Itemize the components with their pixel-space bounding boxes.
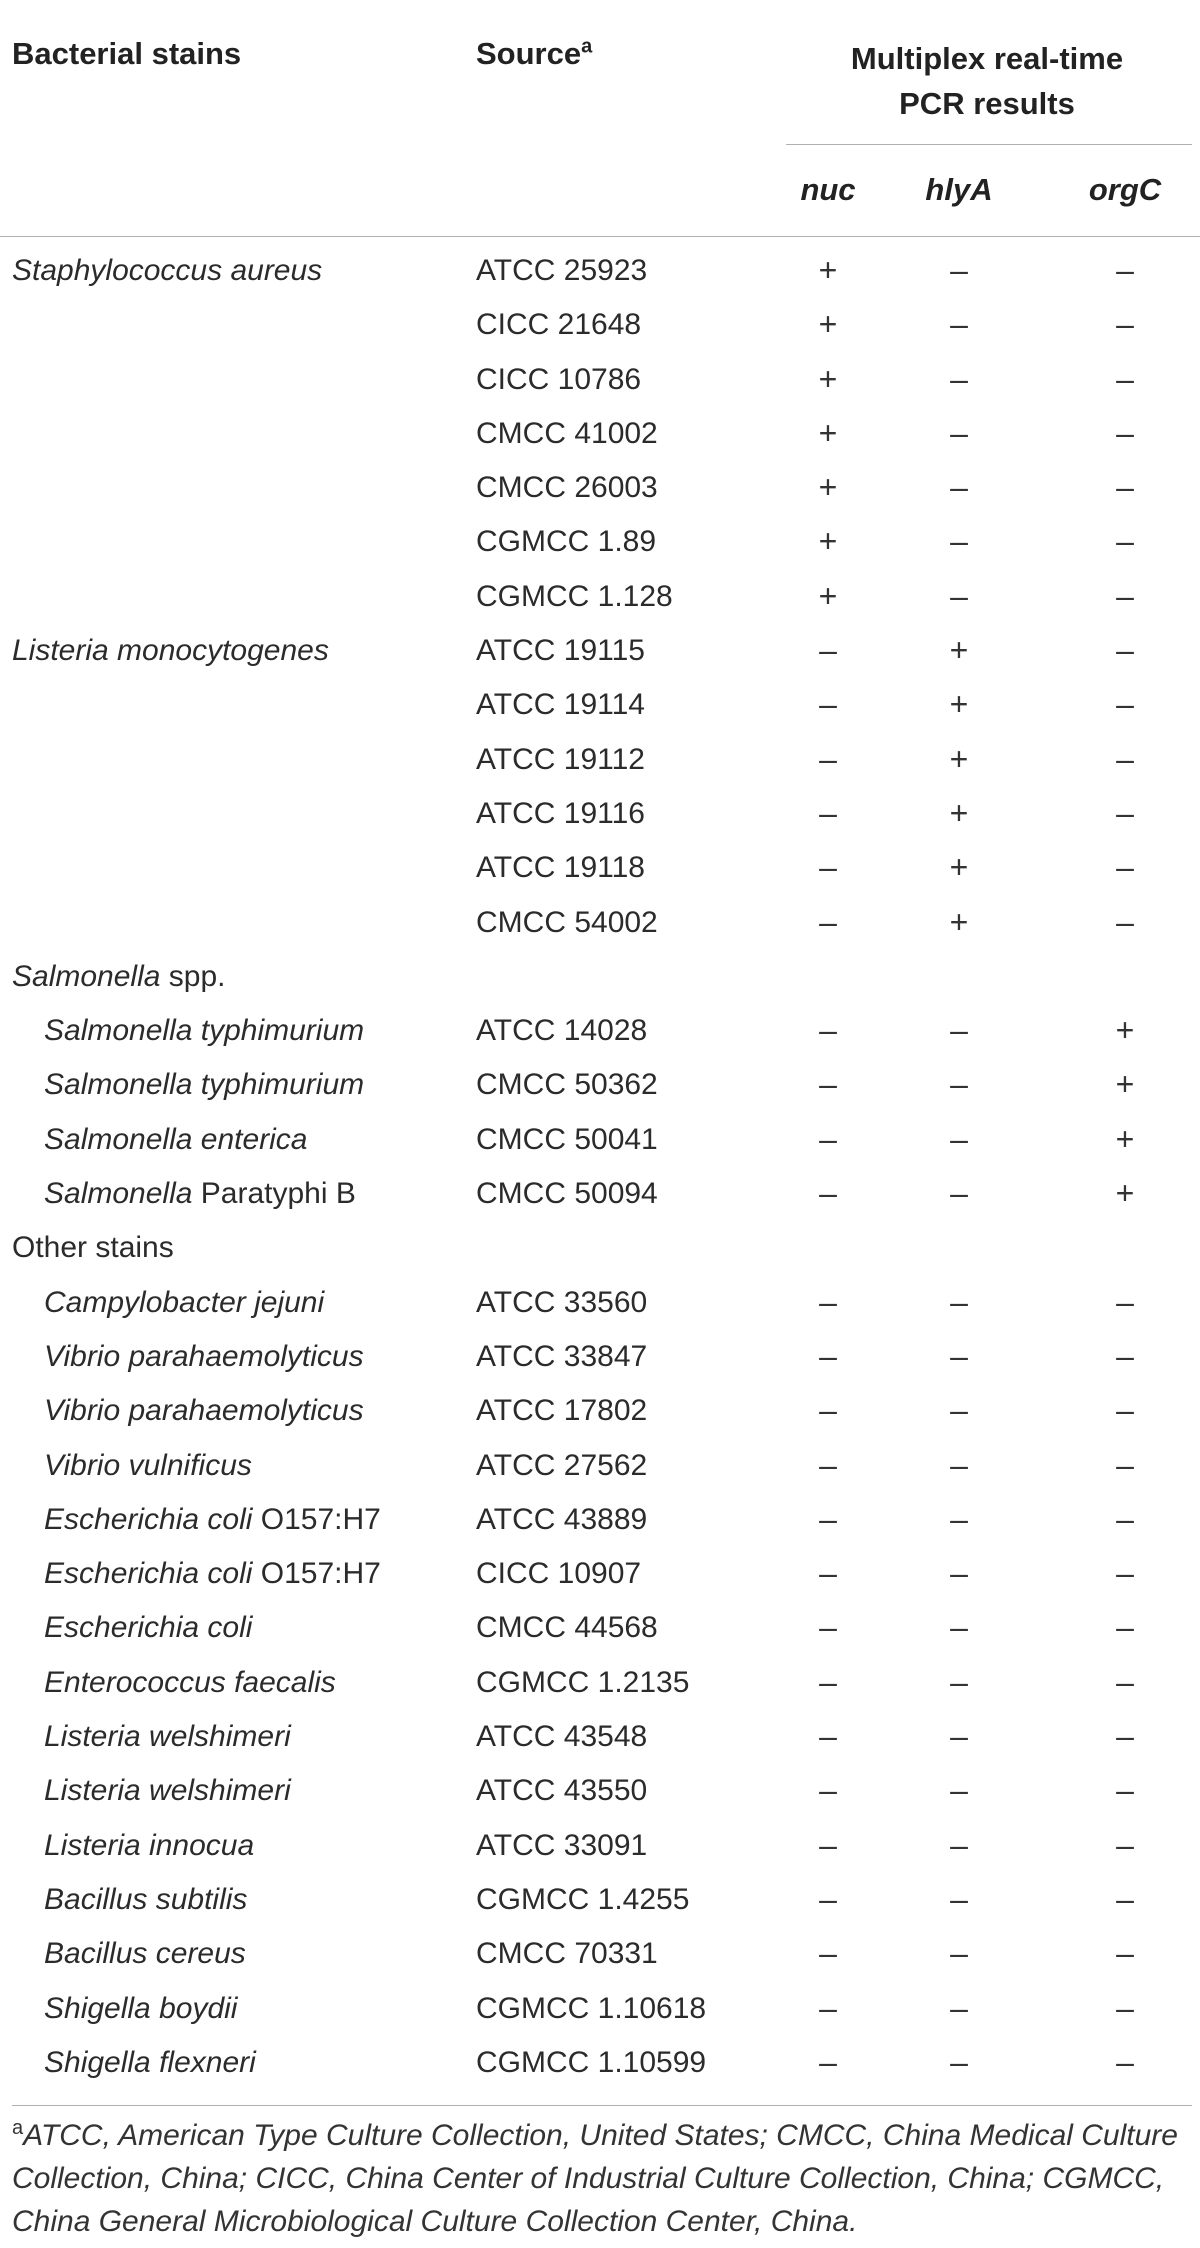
result-orgc: – [1116, 632, 1134, 669]
source-id: ATCC 43548 [476, 1720, 648, 1754]
source-id: CMCC 41002 [476, 416, 658, 450]
source-id: ATCC 19112 [476, 742, 645, 776]
result-nuc: – [819, 2043, 837, 2080]
result-nuc: – [819, 1609, 837, 1646]
table-row [0, 1276, 1200, 1330]
table-row [0, 407, 1200, 461]
strain-name [44, 1394, 364, 1428]
table-body [0, 244, 1200, 2090]
result-hlya: – [950, 1120, 968, 1157]
strain-name-plain: Other stains [12, 1231, 174, 1265]
strain-name [44, 1340, 364, 1374]
source-id: CMCC 50362 [476, 1068, 658, 1102]
result-orgc: – [1116, 306, 1134, 343]
source-id: CICC 21648 [476, 308, 642, 342]
result-hlya: – [950, 523, 968, 560]
strain-name-italic: Shigella flexneri [44, 2045, 256, 2079]
result-nuc: – [819, 1555, 837, 1592]
table-row [0, 515, 1200, 569]
strain-name [44, 1177, 356, 1211]
strain-name-plain: O157:H7 [252, 1502, 381, 1536]
result-orgc: – [1116, 1392, 1134, 1429]
strain-name-italic: Escherichia coli [44, 1502, 253, 1536]
source-id: CICC 10786 [476, 362, 642, 396]
strain-name-italic: Salmonella [12, 959, 161, 993]
header-orgc: orgC [1088, 172, 1162, 207]
strain-name [12, 254, 322, 288]
source-id: ATCC 19114 [476, 688, 645, 722]
result-orgc: – [1116, 740, 1134, 777]
source-id: ATCC 33560 [476, 1285, 648, 1319]
table-row [0, 896, 1200, 950]
result-hlya: – [950, 252, 968, 288]
result-orgc: – [1116, 1446, 1134, 1483]
result-orgc: – [1116, 252, 1134, 288]
result-nuc: + [818, 577, 838, 614]
strain-name [44, 1503, 381, 1537]
source-id: CGMCC 1.10618 [476, 1991, 707, 2025]
result-hlya: – [950, 1392, 968, 1429]
result-hlya: – [950, 1880, 968, 1917]
result-nuc: + [818, 252, 838, 288]
result-nuc: + [818, 523, 838, 560]
table-row [0, 733, 1200, 787]
result-hlya: + [949, 686, 969, 723]
source-id: CGMCC 1.128 [476, 579, 673, 613]
result-orgc: – [1116, 1880, 1134, 1917]
table-row [0, 1656, 1200, 1710]
result-nuc: – [819, 1066, 837, 1103]
source-id: ATCC 43550 [476, 1774, 648, 1808]
source-id: CGMCC 1.4255 [476, 1882, 690, 1916]
result-orgc: – [1116, 577, 1134, 614]
result-hlya: – [950, 1609, 968, 1646]
table-row [0, 570, 1200, 624]
strain-name-italic: Bacillus subtilis [44, 1882, 248, 1916]
table-bottom-rule [12, 2105, 1192, 2106]
result-orgc: – [1116, 794, 1134, 831]
header-source-label: Source [476, 36, 582, 71]
source-id: ATCC 33091 [476, 1828, 648, 1862]
strain-name [44, 1611, 252, 1645]
result-nuc: – [819, 1718, 837, 1755]
result-orgc: – [1116, 903, 1134, 940]
source-id: ATCC 14028 [476, 1014, 648, 1048]
strain-name [44, 1937, 246, 1971]
strain-name-italic: Salmonella typhimurium [44, 1014, 365, 1048]
header-hlya: hlyA [925, 172, 993, 207]
table-row [0, 1547, 1200, 1601]
strain-name-italic: Staphylococcus aureus [12, 254, 323, 287]
source-id: CGMCC 1.10599 [476, 2045, 707, 2079]
source-id: CICC 10907 [476, 1557, 642, 1591]
result-orgc: – [1116, 1718, 1134, 1755]
source-id: CGMCC 1.2135 [476, 1665, 690, 1699]
source-id: CMCC 54002 [476, 905, 658, 939]
strain-name-italic: Listeria welshimeri [44, 1774, 291, 1808]
table-row [0, 1493, 1200, 1547]
result-orgc: – [1116, 1935, 1134, 1972]
header-source-footnote-marker: a [581, 35, 593, 58]
result-hlya: – [950, 1718, 968, 1755]
header-pcr-line1: Multiplex real-time [850, 41, 1124, 76]
result-hlya: – [950, 1066, 968, 1103]
result-nuc: – [819, 1826, 837, 1863]
result-orgc: – [1116, 1555, 1134, 1592]
strain-name-italic: Enterococcus faecalis [44, 1665, 336, 1699]
strain-name-italic: Vibrio parahaemolyticus [44, 1394, 364, 1428]
table-row [0, 1221, 1200, 1275]
strain-name [44, 1123, 307, 1157]
result-hlya: + [949, 632, 969, 669]
result-orgc: – [1116, 469, 1134, 506]
result-orgc: – [1116, 414, 1134, 451]
table-row [0, 1113, 1200, 1167]
strain-name [44, 1829, 254, 1863]
strain-name-italic: Salmonella enterica [44, 1122, 308, 1156]
header-nuc: nuc [800, 172, 856, 207]
result-hlya: – [950, 1555, 968, 1592]
result-hlya: – [950, 360, 968, 397]
result-orgc: – [1116, 523, 1134, 560]
result-nuc: – [819, 1392, 837, 1429]
strain-name [44, 1992, 237, 2026]
result-nuc: – [819, 1880, 837, 1917]
result-nuc: + [818, 360, 838, 397]
strain-name-italic: Listeria monocytogenes [12, 634, 329, 668]
header-pcr-results-group [786, 36, 1188, 126]
result-nuc: – [819, 1446, 837, 1483]
source-id: ATCC 33847 [476, 1339, 648, 1373]
table-row [0, 624, 1200, 678]
table-row [0, 244, 1200, 298]
header-pcr-line2: PCR results [899, 86, 1075, 121]
table-footnote [12, 2114, 1192, 2243]
result-nuc: – [819, 1012, 837, 1049]
result-nuc: – [819, 740, 837, 777]
result-hlya: – [950, 1446, 968, 1483]
result-orgc: – [1116, 1337, 1134, 1374]
source-id: ATCC 27562 [476, 1448, 648, 1482]
source-id: ATCC 19115 [476, 634, 645, 668]
table-row [0, 298, 1200, 352]
strain-name [44, 1286, 324, 1320]
strain-name-plain: Paratyphi B [192, 1177, 356, 1211]
footnote-text: ATCC, American Type Culture Collection, United States; CMCC, China Medical Culture Collection, China; CICC, China Center of Industrial Culture Collection, China; CGMCC, China General Microbiological Culture Collection Center, China. [12, 2119, 1178, 2238]
strain-name [44, 2046, 256, 2080]
result-nuc: – [819, 1175, 837, 1212]
strain-name [44, 1449, 252, 1483]
strain-name [12, 634, 329, 668]
result-orgc: + [1115, 1012, 1135, 1049]
strain-name-italic: Shigella boydii [44, 1991, 238, 2025]
result-hlya: – [950, 1772, 968, 1809]
source-id: ATCC 19116 [476, 796, 645, 830]
result-hlya: – [950, 1989, 968, 2026]
table-row [0, 1982, 1200, 2036]
table-row [0, 678, 1200, 732]
result-hlya: + [949, 794, 969, 831]
result-hlya: + [949, 849, 969, 886]
result-hlya: – [950, 577, 968, 614]
strain-name [44, 1014, 364, 1048]
table-row [0, 841, 1200, 895]
table-row [0, 1819, 1200, 1873]
strain-name-italic: Salmonella typhimurium [44, 1068, 365, 1102]
header-bacterial-strains: Bacterial stains [12, 36, 242, 71]
result-nuc: – [819, 849, 837, 886]
strain-name [44, 1720, 291, 1754]
table-row [0, 1873, 1200, 1927]
result-nuc: – [819, 686, 837, 723]
strain-name-italic: Escherichia coli [44, 1611, 253, 1645]
result-nuc: + [818, 306, 838, 343]
result-hlya: – [950, 2043, 968, 2080]
result-nuc: – [819, 1337, 837, 1374]
source-id: ATCC 43889 [476, 1502, 648, 1536]
result-orgc: – [1116, 686, 1134, 723]
strain-name [44, 1774, 291, 1808]
table-row [0, 787, 1200, 841]
table-row [0, 353, 1200, 407]
table-row [0, 1601, 1200, 1655]
table-row [0, 1439, 1200, 1493]
result-nuc: – [819, 794, 837, 831]
result-nuc: – [819, 1500, 837, 1537]
result-nuc: + [818, 469, 838, 506]
strain-name-italic: Vibrio vulnificus [44, 1448, 252, 1482]
source-id: CMCC 26003 [476, 471, 658, 505]
table-row [0, 1764, 1200, 1818]
result-orgc: – [1116, 1609, 1134, 1646]
table-row [0, 1927, 1200, 1981]
strain-name-italic: Listeria innocua [44, 1828, 255, 1862]
result-hlya: – [950, 1826, 968, 1863]
strain-name-italic: Campylobacter jejuni [44, 1285, 325, 1319]
strain-name-italic: Listeria welshimeri [44, 1720, 291, 1754]
result-hlya: – [950, 1935, 968, 1972]
result-orgc: – [1116, 849, 1134, 886]
source-id: ATCC 25923 [476, 254, 648, 287]
strain-name-plain: O157:H7 [252, 1557, 381, 1591]
result-orgc: + [1115, 1066, 1135, 1103]
result-nuc: + [818, 414, 838, 451]
table-row [0, 1330, 1200, 1384]
strain-name [44, 1666, 336, 1700]
result-hlya: + [949, 903, 969, 940]
table-row [0, 461, 1200, 515]
result-nuc: – [819, 1663, 837, 1700]
table-header [0, 0, 1200, 237]
result-orgc: – [1116, 1500, 1134, 1537]
source-id: CMCC 50094 [476, 1177, 658, 1211]
strain-name [44, 1883, 247, 1917]
source-id: CMCC 44568 [476, 1611, 658, 1645]
source-id: CMCC 70331 [476, 1937, 658, 1971]
table-row [0, 950, 1200, 1004]
strain-name-italic: Salmonella [44, 1177, 193, 1211]
result-nuc: – [819, 903, 837, 940]
source-id: CGMCC 1.89 [476, 525, 657, 559]
result-nuc: – [819, 632, 837, 669]
header-source [476, 36, 592, 72]
result-orgc: – [1116, 1826, 1134, 1863]
result-nuc: – [819, 1935, 837, 1972]
result-orgc: – [1116, 1772, 1134, 1809]
strain-name [44, 1557, 381, 1591]
group-divider [786, 144, 1192, 145]
result-hlya: – [950, 469, 968, 506]
result-hlya: – [950, 414, 968, 451]
result-orgc: – [1116, 1989, 1134, 2026]
strain-name [12, 960, 225, 994]
strain-name-italic: Bacillus cereus [44, 1937, 246, 1971]
strain-name [12, 1231, 174, 1265]
result-hlya: + [949, 740, 969, 777]
result-orgc: + [1115, 1120, 1135, 1157]
result-hlya: – [950, 1175, 968, 1212]
result-nuc: – [819, 1283, 837, 1320]
table-row [0, 1058, 1200, 1112]
result-hlya: – [950, 1012, 968, 1049]
table-row [0, 1004, 1200, 1058]
result-hlya: – [950, 1663, 968, 1700]
source-id: CMCC 50041 [476, 1122, 658, 1156]
result-hlya: – [950, 1283, 968, 1320]
result-hlya: – [950, 1500, 968, 1537]
result-hlya: – [950, 306, 968, 343]
result-orgc: – [1116, 2043, 1134, 2080]
source-id: ATCC 19118 [476, 851, 645, 885]
strain-name-italic: Vibrio parahaemolyticus [44, 1339, 364, 1373]
strain-name-italic: Escherichia coli [44, 1557, 253, 1591]
strain-name [44, 1068, 364, 1102]
result-nuc: – [819, 1772, 837, 1809]
table-row [0, 1710, 1200, 1764]
table-row [0, 1384, 1200, 1438]
result-hlya: – [950, 1337, 968, 1374]
result-nuc: – [819, 1120, 837, 1157]
table-row [0, 2036, 1200, 2090]
source-id: ATCC 17802 [476, 1394, 648, 1428]
result-orgc: – [1116, 360, 1134, 397]
footnote-marker: a [12, 2117, 24, 2139]
strain-name-plain: spp. [160, 959, 226, 993]
result-orgc: – [1116, 1663, 1134, 1700]
result-orgc: + [1115, 1175, 1135, 1212]
result-orgc: – [1116, 1283, 1134, 1320]
table-row [0, 1167, 1200, 1221]
result-nuc: – [819, 1989, 837, 2026]
